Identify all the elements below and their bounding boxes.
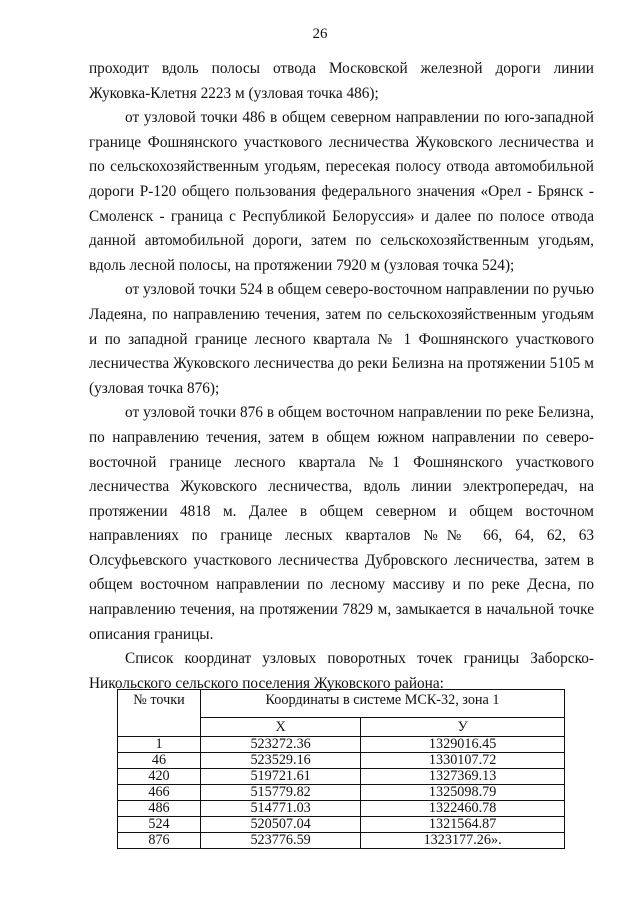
y-coordinate-cell: 1322460.78 [361,801,565,817]
column-header-coordinates: Координаты в системе МСК-32, зона 1 [201,690,565,718]
point-number-cell: 46 [118,753,201,769]
y-coordinate-cell: 1329016.45 [361,737,565,753]
point-number-cell: 1 [118,737,201,753]
y-coordinate-cell: 1330107.72 [361,753,565,769]
column-header-x: X [201,718,361,737]
table-row [118,817,565,833]
coordinates-table [117,689,565,849]
column-header-point: № точки [118,690,201,737]
table-row [118,785,565,801]
x-coordinate-cell: 515779.82 [201,785,361,801]
x-coordinate-cell: 514771.03 [201,801,361,817]
point-number-cell: 420 [118,769,201,785]
point-number-cell: 876 [118,833,201,849]
table-row [118,801,565,817]
paragraph-continuation: проходит вдоль полосы отвода Московской железной дороги линии Жуковка-Клетня 2223 м (узловая точка 486); [89,60,594,102]
x-coordinate-cell: 520507.04 [201,817,361,833]
point-number-cell: 524 [118,817,201,833]
x-coordinate-cell: 523776.59 [201,833,361,849]
table-row [118,769,565,785]
point-number-cell: 486 [118,801,201,817]
document-body [89,57,594,696]
paragraph-table-intro: Список координат узловых поворотных точек границы Заборско-Никольского сельского поселения Жуковского района: [89,650,594,692]
y-coordinate-cell: 1321564.87 [361,817,565,833]
table-row [118,833,565,849]
y-coordinate-cell: 1323177.26». [361,833,565,849]
page-number: 26 [312,26,328,42]
column-header-y: У [361,718,565,737]
x-coordinate-cell: 523272.36 [201,737,361,753]
x-coordinate-cell: 523529.16 [201,753,361,769]
table-row [118,737,565,753]
x-coordinate-cell: 519721.61 [201,769,361,785]
paragraph-boundary-segment-486-524: от узловой точки 486 в общем северном направлении по юго-западной границе Фошнянского участкового лесничества Жуковского лесничества и по сельскохозяйственным угодьям, пересекая полосу отвода автомобильной дороги Р-120 общего пользования федерального значения «Орел - Брянск - Смоленск - граница с Республикой Белоруссия» и далее по полосе отвода данной автомобильной дороги, затем по сельскохозяйственным угодьям, вдоль лесной полосы, на протяжении 7920 м (узловая точка 524); [89,109,594,274]
point-number-cell: 466 [118,785,201,801]
table-row [118,753,565,769]
paragraph-boundary-segment-876-end: от узловой точки 876 в общем восточном направлении по реке Белизна, по направлению течения, затем в общем южном направлении по северо-восточной границе лесного квартала №1 Фошнянского участкового лесничества Жуковского лесничества, вдоль линии электропередач, на протяжении 4818 м. Далее в общем северном и общем восточном направлениях по границе лесных кварталов №№ 66, 64, 62, 63 Олсуфьевского участкового лесничества Дубровского лесничества, затем в общем восточном направлении по лесному массиву и по реке Десна, по направлению течения, на протяжении 7829 м, замыкается в начальной точке описания границы. [89,404,594,643]
y-coordinate-cell: 1327369.13 [361,769,565,785]
y-coordinate-cell: 1325098.79 [361,785,565,801]
paragraph-boundary-segment-524-876: от узловой точки 524 в общем северо-восточном направлении по ручью Ладеяна, по направлению течения, затем по сельскохозяйственным угодьям и по западной границе лесного квартала № 1 Фошнянского участкового лесничества Жуковского лесничества до реки Белизна на протяжении 5105 м (узловая точка 876); [89,281,594,397]
